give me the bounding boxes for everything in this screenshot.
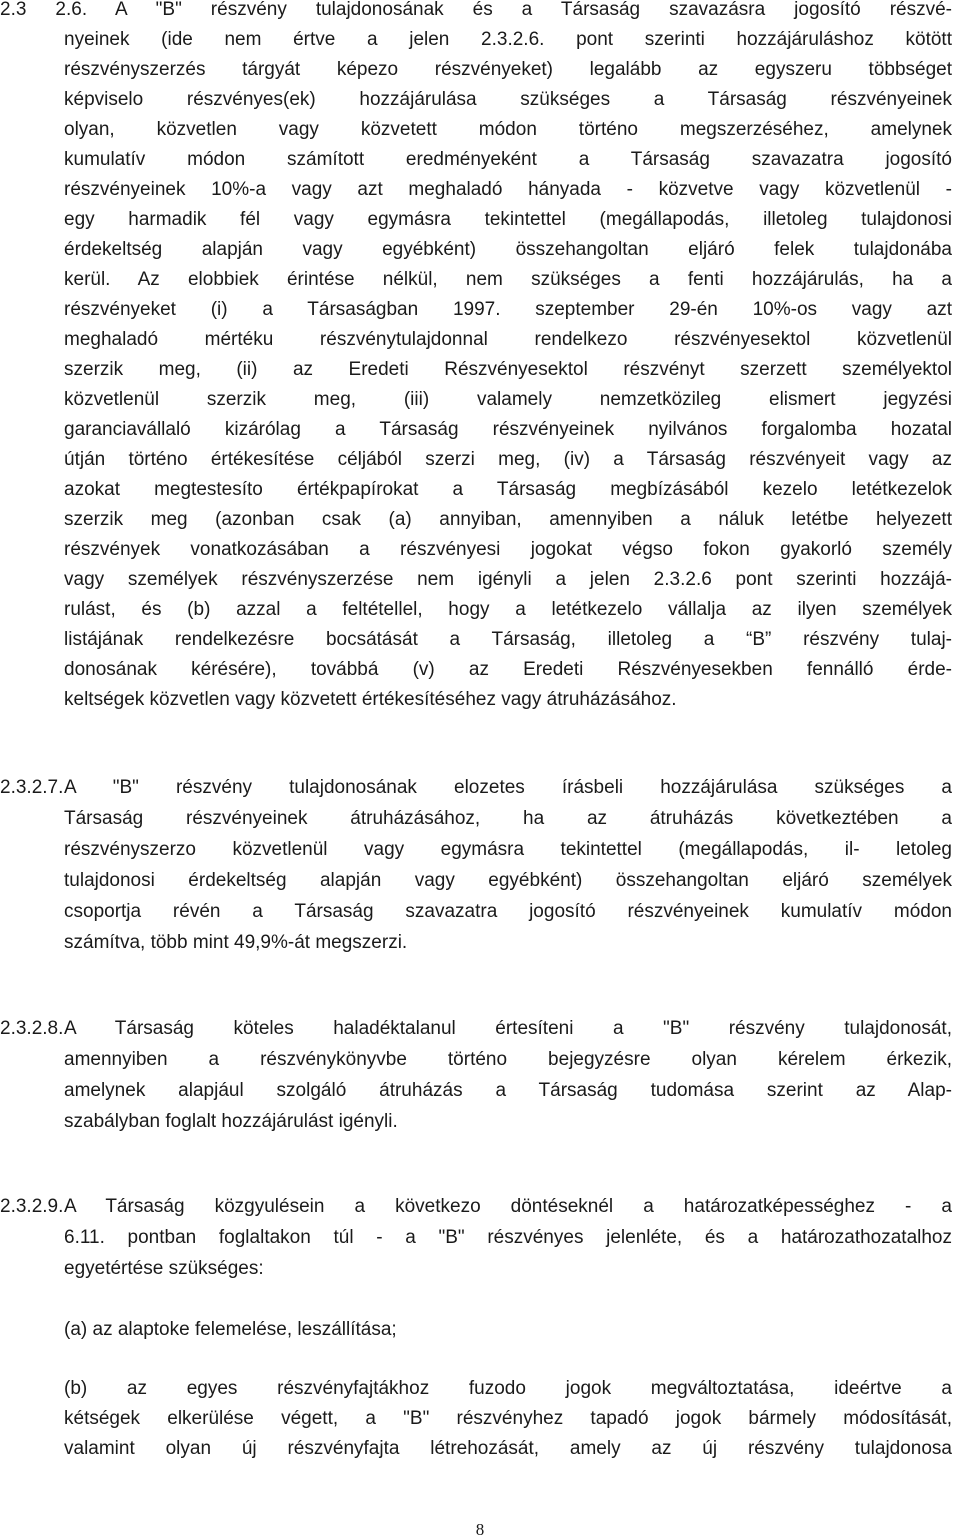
text-line: 6.11. pontban foglaltakon túl - a "B" részvényes jelenléte, és a határozathozatalhoz bbox=[64, 1228, 952, 1248]
text-line: részvényszerzo közvetlenül vagy egymásra tekintettel (megállapodás, il- letoleg bbox=[64, 840, 952, 860]
text-line: részvényszerzés tárgyát képezo részvényeket) legalább az egyszeru többséget bbox=[64, 60, 952, 80]
text-line: érdekeltség alapján vagy egyébként) összehangoltan eljáró felek tulajdonába bbox=[64, 240, 952, 260]
text-line: részvények vonatkozásában a részvényesi jogokat végso fokon gyakorló személy bbox=[64, 540, 952, 560]
text-line: közvetlenül szerzik meg, (iii) valamely nemzetközileg elismert jegyzési bbox=[64, 390, 952, 410]
text-line: nyeinek (ide nem értve a jelen 2.3.2.6. pont szerinti hozzájáruláshoz kötött bbox=[64, 30, 952, 50]
section-number: 2.3.2.7. bbox=[0, 777, 64, 798]
text-line: rulást, és (b) azzal a feltétellel, hogy a letétkezelo vállalja az ilyen személyek bbox=[64, 600, 952, 620]
text-line: kerül. Az elobbiek érintése nélkül, nem szükséges a fenti hozzájárulás, ha a bbox=[64, 270, 952, 290]
text-line: szabályban foglalt hozzájárulást igényli. bbox=[64, 1112, 398, 1132]
section-number: 2.3.2.8. bbox=[0, 1018, 64, 1039]
text-line: garanciavállaló kizárólag a Társaság részvényeinek nyilvános forgalomba hozatal bbox=[64, 420, 952, 440]
section-number: 2.3.2.9. bbox=[0, 1196, 64, 1217]
text-line: A Társaság köteles haladéktalanul értesíteni a "B" részvény tulajdonosát, bbox=[64, 1019, 952, 1039]
text-line: valamint olyan új részvényfajta létrehozását, amely az új részvény tulajdonosa bbox=[64, 1439, 952, 1459]
text-line: listájának rendelkezésre bocsátását a Társaság, illetoleg a “B” részvény tulaj- bbox=[64, 630, 952, 650]
page-number: 8 bbox=[475, 1520, 485, 1539]
text-line: kumulatív módon számított eredményeként a Társaság szavazatra jogosító bbox=[64, 150, 952, 170]
text-line: számítva, több mint 49,9%-át megszerzi. bbox=[64, 933, 408, 953]
text-line: meghaladó mértéku részvénytulajdonnal rendelkezo részvényesektol közvetlenül bbox=[64, 330, 952, 350]
text-line: útján történo értékesítése céljából szerzi meg, (iv) a Társaság részvényeit vagy az bbox=[64, 450, 952, 470]
text-line: részvényeinek 10%-a vagy azt meghaladó hányada - közvetve vagy közvetlenül - bbox=[64, 180, 952, 200]
text-line: egyetértése szükséges: bbox=[64, 1259, 264, 1279]
text-line: kétségek elkerülése végett, a "B" részvényhez tapadó jogok bármely módosítását, bbox=[64, 1409, 952, 1429]
text-line: tulajdonosi érdekeltség alapján vagy egyébként) összehangoltan eljáró személyek bbox=[64, 871, 952, 891]
text-line: (b) az egyes részvényfajtákhoz fuzodo jogok megváltoztatása, ideértve a bbox=[64, 1379, 952, 1399]
text-line: amelynek alapjául szolgáló átruházás a Társaság tudomása szerint az Alap- bbox=[64, 1081, 952, 1101]
text-line: Társaság részvényeinek átruházásához, ha az átruházás következtében a bbox=[64, 809, 952, 829]
text-line: részvényeket (i) a Társaságban 1997. szeptember 29-én 10%-os vagy azt bbox=[64, 300, 952, 320]
text-line: keltségek közvetlen vagy közvetett értékesítéséhez vagy átruházásához. bbox=[64, 690, 677, 710]
text-line: A Társaság közgyulésein a következo döntéseknél a határozatképességhez - a bbox=[64, 1197, 952, 1217]
text-line: amennyiben a részvénykönyvbe történo bejegyzésre olyan kérelem érkezik, bbox=[64, 1050, 952, 1070]
text-line: csoportja révén a Társaság szavazatra jogosító részvényeinek kumulatív módon bbox=[64, 902, 952, 922]
text-line: vagy személyek részvényszerzése nem igényli a jelen 2.3.2.6 pont szerinti hozzájá- bbox=[64, 570, 952, 590]
text-line: szerzik meg (azonban csak (a) annyiban, amennyiben a náluk letétbe helyezett bbox=[64, 510, 952, 530]
text-line: szerzik meg, (ii) az Eredeti Részvényesektol részvényt szerzett személyektol bbox=[64, 360, 952, 380]
text-line: egy harmadik fél vagy egymásra tekintettel (megállapodás, illetoleg tulajdonosi bbox=[64, 210, 952, 230]
text-line: (a) az alaptoke felemelése, leszállítása; bbox=[64, 1320, 397, 1340]
text-line: donosának kérésére), továbbá (v) az Eredeti Részvényesekben fennálló érde- bbox=[64, 660, 952, 680]
text-line: A "B" részvény tulajdonosának elozetes írásbeli hozzájárulása szükséges a bbox=[64, 778, 952, 798]
text-line: képviselo részvényes(ek) hozzájárulása szükséges a Társaság részvényeinek bbox=[64, 90, 952, 110]
text-line: 2.3 2.6. A "B" részvény tulajdonosának és a Társaság szavazásra jogosító részvé- bbox=[0, 0, 952, 20]
text-line: azokat megtestesíto értékpapírokat a Társaság megbízásából kezelo letétkezelok bbox=[64, 480, 952, 500]
text-line: olyan, közvetlen vagy közvetett módon történo megszerzéséhez, amelynek bbox=[64, 120, 952, 140]
